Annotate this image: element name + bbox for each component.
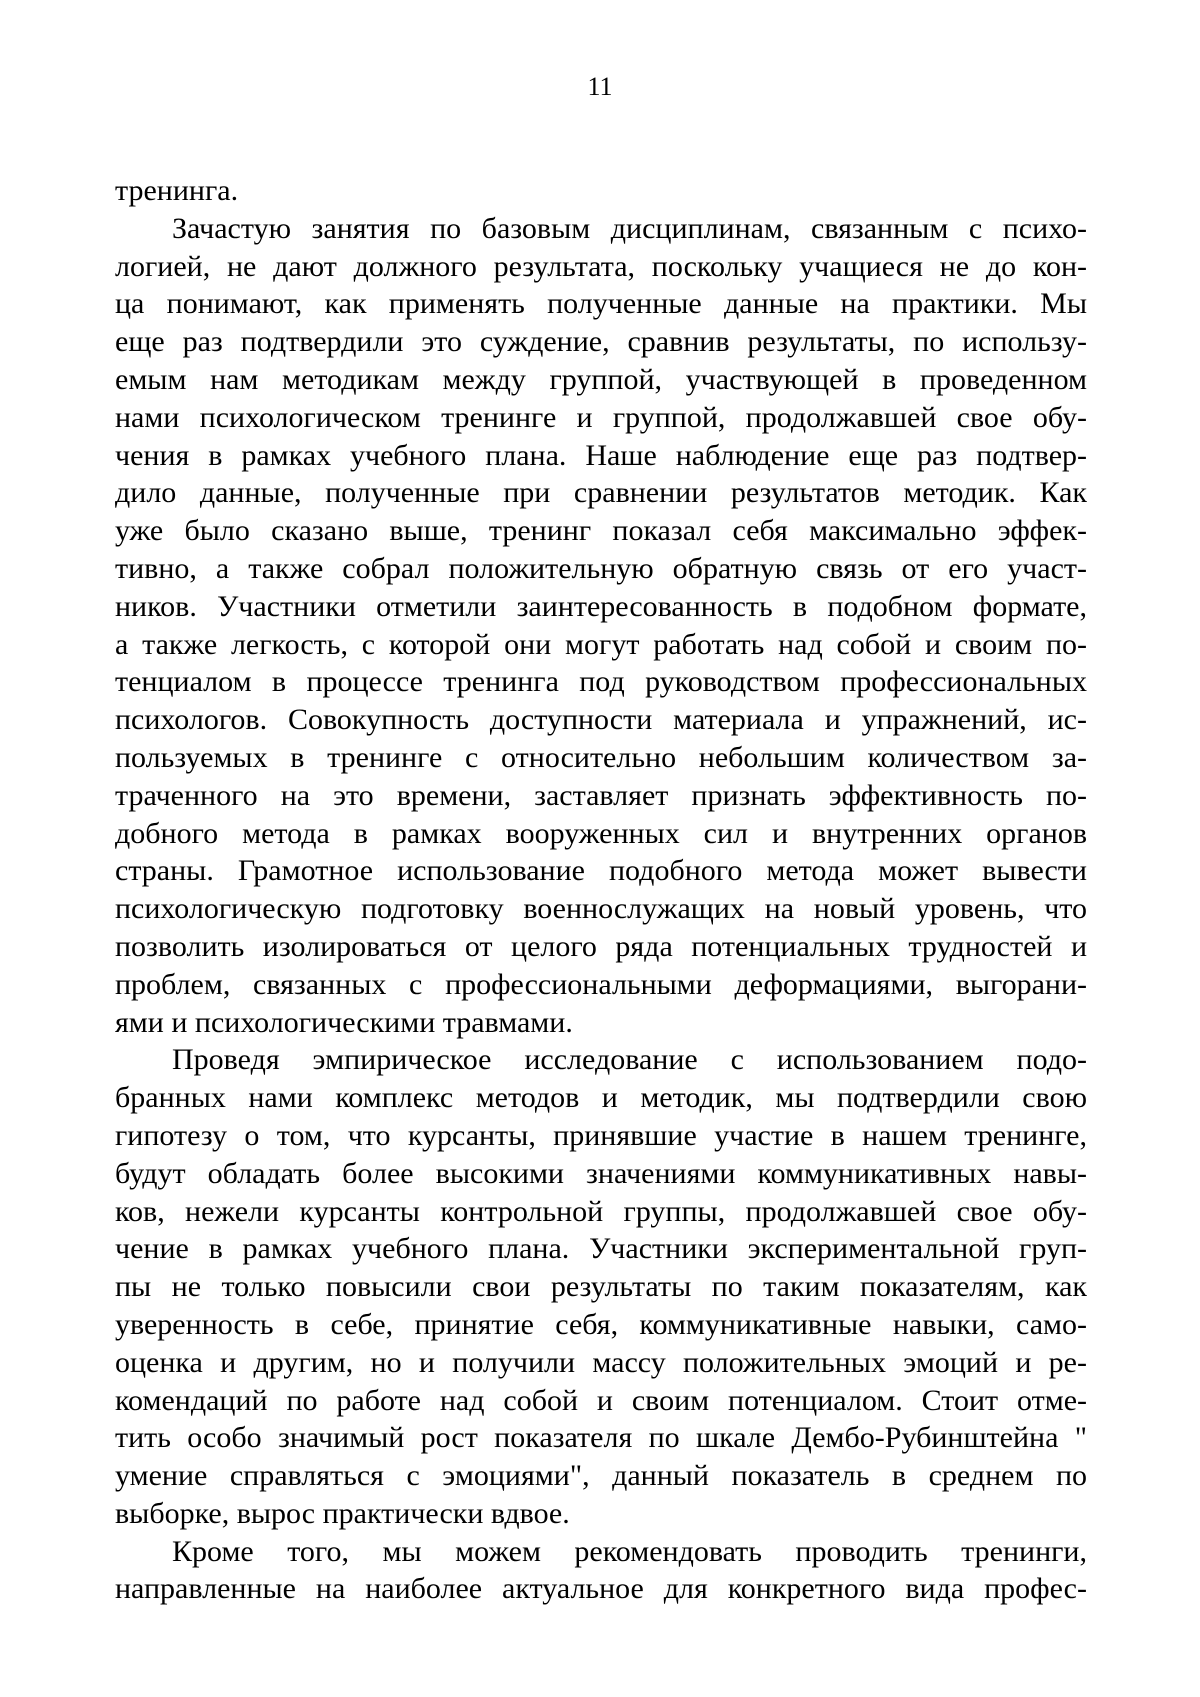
text-line: позволить изолироваться от целого ряда потенциальных трудностей и — [115, 929, 1087, 963]
page-number: 11 — [587, 72, 613, 101]
text-line: чение в рамках учебного плана. Участники экспериментальной груп- — [115, 1232, 1087, 1266]
text-line: ников. Участники отметили заинтересованность в подобном формате, — [115, 589, 1087, 623]
paragraph-first-line: Проведя эмпирическое исследование с использованием подо- — [172, 1043, 1087, 1077]
text-line: будут обладать более высокими значениями коммуникативных навы- — [115, 1156, 1087, 1190]
text-line: психологическую подготовку военнослужащих на новый уровень, что — [115, 892, 1087, 926]
text-line: а также легкость, с которой они могут работать над собой и своим по- — [115, 627, 1087, 661]
body-text — [115, 172, 1087, 1608]
text-line: направленные на наиболее актуальное для конкретного вида профес- — [115, 1572, 1087, 1606]
text-line: оценка и другим, но и получили массу положительных эмоций и ре- — [115, 1345, 1087, 1379]
text-line: проблем, связанных с профессиональными деформациями, выгорани- — [115, 967, 1087, 1001]
text-line: комендаций по работе над собой и своим потенциалом. Стоит отме- — [115, 1383, 1087, 1417]
text-line: пы не только повысили свои результаты по таким показателям, как — [115, 1270, 1087, 1304]
text-line: логией, не дают должного результата, поскольку учащиеся не до кон- — [115, 249, 1087, 283]
text-line: бранных нами комплекс методов и методик, мы подтвердили свою — [115, 1081, 1087, 1115]
text-line: страны. Грамотное использование подобного метода может вывести — [115, 854, 1087, 888]
text-line: уже было сказано выше, тренинг показал себя максимально эффек- — [115, 514, 1087, 548]
text-line: нами психологическом тренинге и группой, продолжавшей свое обу- — [115, 400, 1087, 434]
text-line: ков, нежели курсанты контрольной группы, продолжавшей свое обу- — [115, 1194, 1087, 1228]
text-line: ями и психологическими травмами. — [115, 1005, 573, 1039]
text-line: тенциалом в процессе тренинга под руководством профессиональных — [115, 665, 1087, 699]
text-line: тить особо значимый рост показателя по шкале Дембо-Рубинштейна " — [115, 1421, 1087, 1455]
text-line: умение справляться с эмоциями", данный показатель в среднем по — [115, 1459, 1087, 1493]
text-line: пользуемых в тренинге с относительно небольшим количеством за- — [115, 740, 1087, 774]
text-line: гипотезу о том, что курсанты, принявшие участие в нашем тренинге, — [115, 1118, 1087, 1152]
text-line: дило данные, полученные при сравнении результатов методик. Как — [115, 476, 1087, 510]
text-line: выборке, вырос практически вдвое. — [115, 1496, 570, 1530]
text-line: добного метода в рамках вооруженных сил и внутренних органов — [115, 816, 1087, 850]
text-line: психологов. Совокупность доступности материала и упражнений, ис- — [115, 703, 1087, 737]
paragraph-first-line: Кроме того, мы можем рекомендовать проводить тренинги, — [172, 1534, 1087, 1568]
text-line: еще раз подтвердили это суждение, сравнив результаты, по использу- — [115, 325, 1087, 359]
text-line: чения в рамках учебного плана. Наше наблюдение еще раз подтвер- — [115, 438, 1087, 472]
paragraph-first-line: Зачастую занятия по базовым дисциплинам, связанным с психо- — [172, 211, 1087, 245]
text-line: уверенность в себе, принятие себя, коммуникативные навыки, само- — [115, 1307, 1087, 1341]
text-line: тренинга. — [115, 174, 239, 207]
text-line: ца понимают, как применять полученные данные на практики. Мы — [115, 287, 1087, 321]
text-line: траченного на это времени, заставляет признать эффективность по- — [115, 778, 1087, 812]
text-line: емым нам методикам между группой, участвующей в проведенном — [115, 362, 1087, 396]
text-line: тивно, а также собрал положительную обратную связь от его участ- — [115, 551, 1087, 585]
